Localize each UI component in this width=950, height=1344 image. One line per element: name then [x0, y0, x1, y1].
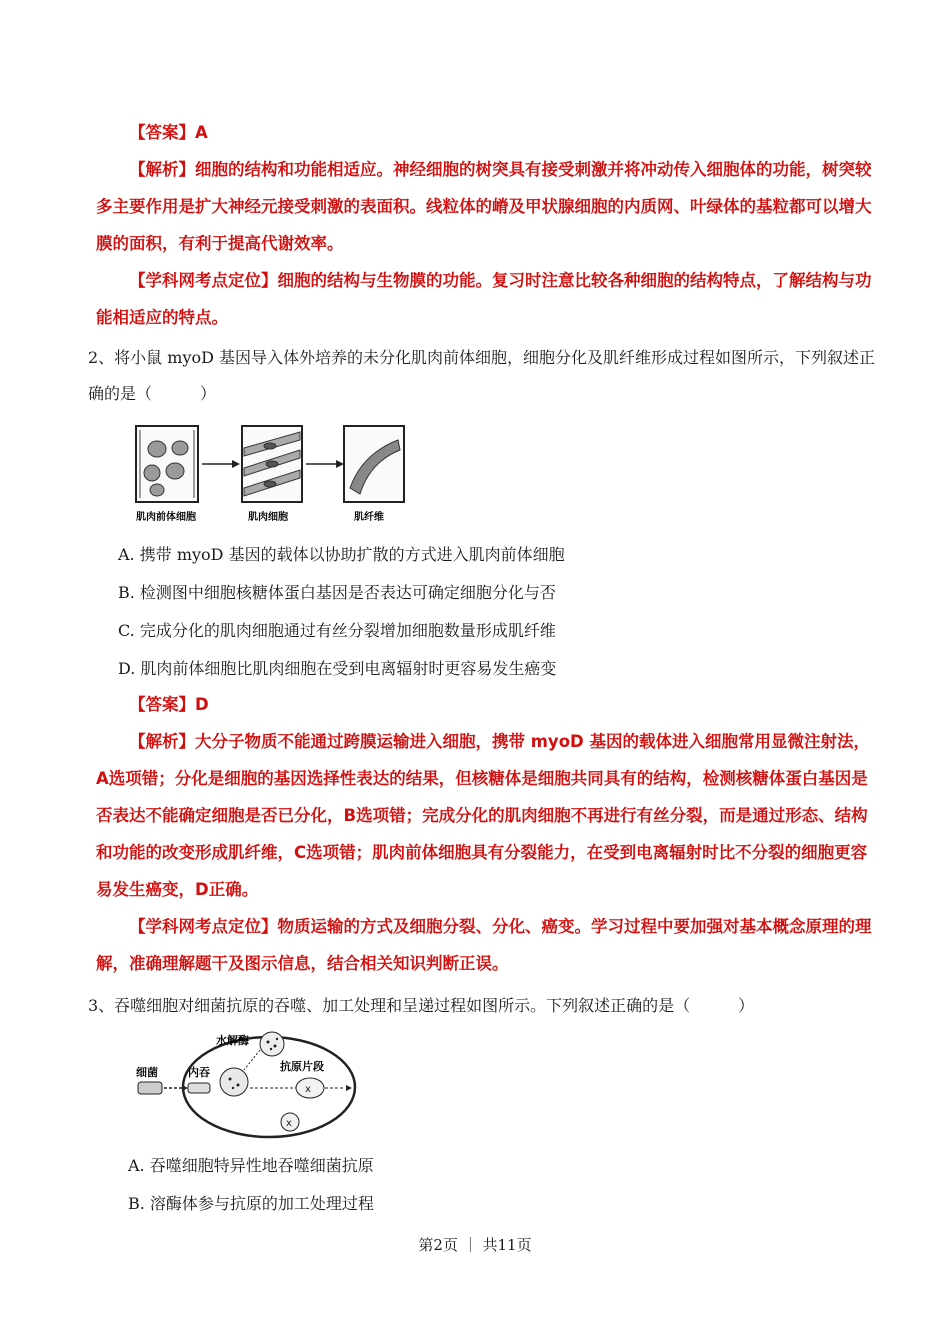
q1-answer	[96, 114, 880, 151]
q3-option-a: A. 吞噬细胞特异性地吞噬细菌抗原	[128, 1156, 374, 1175]
point-label: 【学科网考点定位】	[129, 917, 278, 936]
svg-text:x: x	[305, 1084, 311, 1095]
point-label: 【学科网考点定位】	[129, 271, 278, 290]
q2-analysis	[96, 723, 880, 908]
svg-text:x: x	[286, 1118, 292, 1129]
q2-option-d: D. 肌肉前体细胞比肌肉细胞在受到电离辐射时更容易发生癌变	[118, 659, 557, 678]
analysis-text: 细胞的结构和功能相适应。神经细胞的树突具有接受刺激并将冲动传入细胞体的功能，树突较多主要作用是扩大神经元接受刺激的表面积。线粒体的嵴及甲状腺细胞的内质网、叶绿体的基粒都可以增大膜的面积，有利于提高代谢效率。	[96, 160, 872, 253]
answer-value: D	[195, 695, 209, 714]
answer-value: A	[195, 123, 208, 142]
q3-figure	[134, 1030, 374, 1144]
fig-label-engulf: 内吞	[188, 1066, 210, 1079]
q1-point	[96, 262, 880, 336]
fig-label-fragment: 抗原片段	[280, 1060, 324, 1073]
q1-analysis	[96, 151, 880, 262]
q2-option-c: C. 完成分化的肌肉细胞通过有丝分裂增加细胞数量形成肌纤维	[118, 621, 556, 640]
point-text: 细胞的结构与生物膜的功能。复习时注意比较各种细胞的结构特点，了解结构与功能相适应的特点。	[96, 271, 872, 327]
point-text: 物质运输的方式及细胞分裂、分化、癌变。学习过程中要加强对基本概念原理的理解，准确理解题干及图示信息，结合相关知识判断正误。	[96, 917, 872, 973]
q2-answer-section	[96, 686, 880, 982]
phagolysosome	[220, 1068, 248, 1096]
q2-option-b: B. 检测图中细胞核糖体蛋白基因是否表达可确定细胞分化与否	[118, 583, 556, 602]
bacterium	[138, 1082, 162, 1094]
q2-figure	[130, 424, 410, 528]
analysis-text: 大分子物质不能通过跨膜运输进入细胞，携带 myoD 基因的载体进入细胞常用显微注射法，A选项错；分化是细胞的基因选择性表达的结果，但核糖体是细胞共同具有的结构，检测核糖体蛋白基因是否表达不能确定细胞是否已分化，B选项错；完成分化的肌肉细胞不再进行有丝分裂，而是通过形态、结构和功能的改变形成肌纤维，C选项错；肌肉前体细胞具有分裂能力，在受到电离辐射时比不分裂的细胞更容易发生癌变，D正确。	[96, 732, 870, 899]
page-footer: 第2页 ｜ 共11页	[418, 1236, 532, 1254]
q2-option-a: A. 携带 myoD 基因的载体以协助扩散的方式进入肌肉前体细胞	[118, 545, 565, 564]
q2-answer	[96, 686, 880, 723]
q2-stem: 2、将小鼠 myoD 基因导入体外培养的未分化肌肉前体细胞，细胞分化及肌纤维形成过程如图所示，下列叙述正确的是（ ）	[88, 348, 876, 403]
answer-label: 【答案】	[129, 695, 195, 714]
fig-label-muscle: 肌肉细胞	[248, 512, 288, 523]
q2-point	[96, 908, 880, 982]
fig-label-enzyme: 水解酶	[216, 1034, 249, 1047]
q1-answer-section	[96, 114, 880, 336]
fig-label-fiber: 肌纤维	[354, 512, 384, 523]
lysosome	[260, 1032, 284, 1056]
analysis-label: 【解析】	[129, 732, 195, 751]
fig-label-precursor: 肌肉前体细胞	[136, 512, 196, 523]
analysis-label: 【解析】	[129, 160, 195, 179]
answer-label: 【答案】	[129, 123, 195, 142]
q3-option-b: B. 溶酶体参与抗原的加工处理过程	[128, 1194, 374, 1213]
q3-stem: 3、吞噬细胞对细菌抗原的吞噬、加工处理和呈递过程如图所示。下列叙述正确的是（ ）	[88, 996, 755, 1015]
fig-label-bacteria: 细菌	[136, 1066, 158, 1079]
